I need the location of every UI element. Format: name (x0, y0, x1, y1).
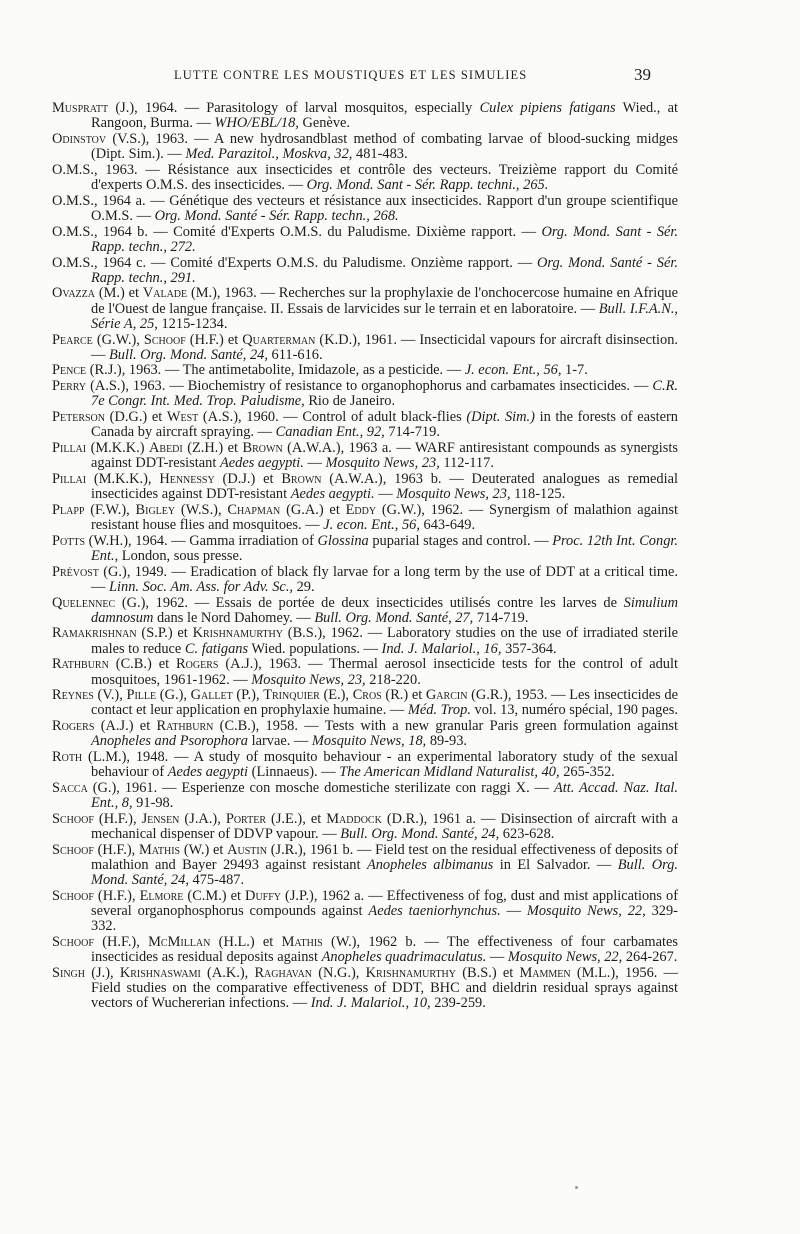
reference-text: (V.), (93, 687, 127, 704)
italic-text: Mosquito News, 23, (396, 486, 511, 503)
italic-text: Anopheles and Psorophora (91, 733, 248, 750)
italic-text: Org. Mond. Sant - Sér. Rapp. techni., 265. (306, 177, 549, 194)
author-name: Pillai (52, 470, 87, 487)
author-name: Chapman (227, 501, 281, 518)
reference-entry (52, 889, 678, 935)
reference-text: 118-125. (510, 486, 566, 503)
reference-text: Genève. (298, 115, 350, 132)
author-name: Mathis (281, 933, 323, 950)
reference-text: 623-628. (499, 826, 555, 843)
reference-text: Rio de Janeiro. (304, 393, 396, 410)
reference-entry (52, 781, 678, 811)
reference-text: O.M.S., 1964 c. — Comité d'Experts O.M.S. du Paludisme. Onzième rapport. — (52, 254, 538, 271)
author-name: Bigley (135, 501, 176, 518)
italic-text: The American Midland Naturalist, 40, (339, 764, 560, 781)
reference-text: (M.), 1963. — Recherches sur la prophylaxie de l'onchocercose humaine en Afrique de l'Ouest de langue française. II. Essais de larvicides sur le terrain et en laboratoire. — (91, 285, 678, 317)
italic-text: Glossina (317, 532, 369, 549)
reference-text: (H.F.), (93, 810, 142, 827)
italic-text: C. fatigans (184, 640, 249, 657)
italic-text: Aedes aegypti. (290, 486, 375, 503)
reference-text: — (303, 455, 326, 472)
reference-entry (52, 194, 678, 224)
reference-entry (52, 225, 678, 255)
author-name: Elmore (139, 887, 184, 904)
author-name: Roth (52, 749, 83, 766)
author-name: Pillai (52, 439, 87, 456)
reference-text: 357-364. (501, 640, 557, 657)
italic-text: (Dipt. Sim.) (466, 409, 535, 426)
author-name: Krishnamurthy (365, 964, 456, 981)
reference-text: (V.S.), 1963. — A new hydrosandblast method of combating larvae of blood-sucking midges (Dipt. Sim.). — (91, 130, 678, 163)
author-name: Odinstov (52, 130, 107, 147)
reference-text: 714-719. (384, 424, 440, 441)
reference-text: 264-267. (622, 949, 678, 966)
author-name: Krishnaswami (119, 964, 201, 981)
reference-text: (H.F.) et (185, 331, 243, 348)
reference-entry (52, 333, 678, 363)
reference-text: (J.P.), 1962 a. — Effectiveness of fog, dust and mist applications of several organophosphorus compounds against (91, 887, 678, 920)
author-name: Perry (52, 378, 87, 395)
italic-text: Org. Mond. Santé - Sér. Rapp. techn., 291. (91, 254, 678, 286)
reference-text: 611-616. (267, 346, 323, 363)
italic-text: Linn. Soc. Am. Ass. for Adv. Sc., (109, 578, 294, 595)
author-name: Trinquier (263, 687, 320, 704)
reference-text: O.M.S., 1963. — Résistance aux insecticides et contrôle des vecteurs. Treizième rapport du Comité d'experts O.M.S. des insecticides. — (52, 161, 678, 194)
reference-text: (B.S.), 1962. — Laboratory studies on the use of irradiated sterile males to reduce (91, 625, 678, 657)
reference-text: (E.), (319, 687, 353, 704)
reference-text: (R.) et (381, 687, 426, 704)
author-name: Pille (126, 687, 157, 704)
author-name: Rathburn (52, 656, 109, 673)
author-name: Muspratt (52, 100, 109, 116)
reference-text: (Linnaeus). — (248, 764, 340, 781)
italic-text: Mosquito News, 22, (507, 949, 623, 966)
author-name: Garcin (425, 687, 468, 704)
reference-text: (K.D.), 1961. — Insecticidal vapours for aircraft disinsection. — (91, 331, 679, 363)
reference-text: (M.K.K.) (86, 439, 150, 456)
author-name: Schoof (52, 841, 94, 858)
author-name: Quarterman (242, 331, 316, 348)
italic-text: Ind. J. Malariol., 16, (381, 640, 502, 657)
italic-text: Anopheles albimanus (366, 856, 494, 873)
reference-text: 112-117. (439, 455, 494, 472)
reference-text: 643-649. (419, 516, 476, 533)
italic-text: Aedes taeniorhynchus. (368, 903, 501, 920)
reference-text: (M.) et (95, 285, 143, 302)
author-name: Abedi (149, 439, 183, 456)
reference-text: (S.P.) et (136, 625, 193, 642)
print-speck (575, 1186, 578, 1189)
author-name: Reynes (52, 687, 94, 704)
italic-text: Mosquito News, 22, (526, 903, 646, 920)
author-name: Schoof (143, 331, 186, 348)
reference-text: (M.L.), 1956. — Field studies on the comparative effectiveness of DDT, BHC and dieldrin residual sprays against vectors of Wuchererian infections. — (91, 964, 679, 1012)
reference-list (52, 101, 678, 1012)
reference-text: (W.), 1962 b. — The effectiveness of four carbamates insecticides as residual deposits against (91, 933, 678, 966)
page-number: 39 (634, 65, 651, 84)
reference-entry (52, 657, 678, 687)
author-name: Maddock (326, 810, 382, 827)
author-name: Singh (52, 964, 85, 981)
author-name: Ramakrishnan (52, 625, 137, 642)
author-name: Eddy (345, 501, 377, 518)
reference-text: (H.F.), (93, 841, 139, 858)
reference-entry (52, 565, 678, 595)
italic-text: J. econ. Ent., 56, (464, 362, 562, 379)
reference-entry (52, 935, 678, 965)
italic-text: Anopheles quadrimaculatus. (321, 949, 487, 966)
reference-text: London, sous presse. (118, 547, 243, 564)
reference-text: (M.K.K.), (86, 470, 160, 487)
reference-text: (D.G.) et (105, 409, 167, 426)
author-name: Brown (281, 470, 322, 487)
italic-text: Aedes aegypti (167, 764, 249, 781)
author-name: Austin (227, 841, 267, 858)
reference-text: (H.F.), (93, 933, 149, 950)
italic-text: Canadian Ent., 92, (275, 424, 385, 441)
reference-text: (J.R.), 1961 b. — Field test on the residual effectiveness of deposits of malathion and Bayer 29493 against resistant (91, 841, 678, 873)
reference-entry (52, 534, 678, 564)
author-name: Rogers (52, 718, 95, 735)
reference-text: (Z.H.) et (182, 439, 243, 456)
author-name: Raghavan (254, 964, 313, 981)
reference-text: 89-93. (426, 733, 468, 750)
author-name: Schoof (52, 887, 94, 904)
italic-text: Bull. I.F.A.N., Série A, 25, (91, 300, 679, 332)
reference-text: (L.M.), 1948. — A study of mosquito behaviour - an experimental laboratory study of the sexual behaviour of (82, 749, 678, 781)
reference-entry (52, 596, 678, 626)
reference-entry (52, 256, 678, 286)
reference-text: (W.H.), 1964. — Gamma irradiation of (85, 532, 318, 549)
reference-text: (C.M.) et (183, 887, 246, 904)
italic-text: C.R. 7e Congr. Int. Med. Trop. Paludisme, (91, 378, 678, 410)
reference-text: 265-352. (559, 764, 615, 781)
reference-text: (J.A.), (179, 810, 226, 827)
reference-text: (B.S.) et (456, 964, 520, 981)
author-name: Brown (242, 439, 283, 456)
reference-entry (52, 503, 678, 533)
italic-text: Att. Accad. Naz. Ital. Ent., 8, (91, 779, 678, 812)
reference-entry (52, 719, 678, 749)
reference-text: (D.J.) et (214, 470, 282, 487)
reference-text: O.M.S., 1964 b. — Comité d'Experts O.M.S. du Paludisme. Dixième rapport. — (52, 223, 542, 240)
italic-text: Org. Mond. Sant - Sér. Rapp. techn., 272. (91, 223, 678, 255)
reference-text: — (500, 903, 527, 920)
reference-text: (G.R.), 1953. — Les insecticides de contact et leur application en prophylaxie humaine. — (91, 687, 679, 719)
reference-entry (52, 163, 678, 193)
author-name: Quelennec (52, 594, 116, 611)
reference-text: (G.), 1961. — Esperienze con mosche domestiche sterilizate con raggi X. — (87, 779, 554, 796)
reference-text: 239-259. (430, 995, 486, 1012)
reference-entry (52, 750, 678, 780)
author-name: Rathburn (156, 718, 214, 735)
reference-text: (W.S.), (175, 501, 228, 518)
reference-entry (52, 101, 678, 131)
italic-text: Bull. Org. Mond. Santé, 24, (109, 346, 268, 363)
reference-text: (G.), 1962. — Essais de portée de deux insecticides utilisés contre les larves de (115, 594, 624, 611)
author-name: Schoof (52, 810, 94, 827)
reference-entry (52, 843, 678, 889)
reference-text: (J.), 1964. — Parasitology of larval mosquitos, especially (108, 100, 480, 116)
author-name: Plapp (52, 501, 85, 518)
reference-text: (J.E.), et (266, 810, 327, 827)
reference-text: in El Salvador. — (493, 856, 618, 873)
reference-text: (J.), (85, 964, 120, 981)
author-name: Prévost (52, 563, 99, 580)
reference-text: (A.S.), 1960. — Control of adult black-flies (198, 409, 467, 426)
author-name: Valade (142, 285, 188, 302)
italic-text: Bull. Org. Mond. Santé, 24, (91, 856, 678, 889)
reference-text: 1215-1234. (157, 315, 228, 332)
reference-text: (R.J.), 1963. — The antimetabolite, Imidazole, as a pesticide. — (86, 362, 465, 379)
reference-text: — (374, 486, 397, 503)
author-name: Pearce (52, 331, 93, 348)
reference-text: (A.W.A.), 1963 b. — Deuterated analogues as remedial insecticides against DDT-resistant (91, 470, 678, 503)
reference-text: (G.), 1949. — Eradication of black fly larvae for a long term by the use of DDT at a critical time. — (91, 563, 678, 595)
reference-text: (C.B.), 1958. — Tests with a new granular Paris green formulation against (213, 718, 678, 735)
author-name: Gallet (190, 687, 233, 704)
reference-entry (52, 410, 678, 440)
reference-text: (G.W.), (92, 331, 144, 348)
author-name: Krishnamurthy (192, 625, 283, 642)
reference-text: 91-98. (132, 795, 174, 812)
reference-text: 1-7. (561, 362, 588, 379)
reference-text: (H.L.) et (210, 933, 282, 950)
italic-text: Simulium damnosum (91, 594, 678, 626)
author-name: Duffy (245, 887, 282, 904)
reference-text: O.M.S., 1964 a. — Génétique des vecteurs et résistance aux insecticides. Rapport d'un groupe scientifique O.M.S. — (52, 192, 678, 224)
italic-text: Ind. J. Malariol., 10, (310, 995, 431, 1012)
italic-text: Proc. 12th Int. Congr. Ent., (91, 532, 678, 564)
italic-text: Aedes aegypti. (219, 455, 304, 472)
reference-entry (52, 812, 678, 842)
reference-text: dans le Nord Dahomey. — (153, 609, 315, 626)
author-name: Hennessy (159, 470, 215, 487)
reference-text: Wied. populations. — (248, 640, 382, 657)
reference-text: 29. (293, 578, 315, 595)
italic-text: Méd. Trop. (407, 702, 471, 719)
running-header (0, 65, 800, 90)
author-name: Mammen (519, 964, 571, 981)
reference-text: 481-483. (352, 146, 408, 163)
reference-text: Wied., at Rangoon, Burma. — (91, 100, 678, 132)
reference-text: (A.J.), 1963. — Thermal aerosol insecticide tests for the control of adult mosquitoes, 1961-1962. — (91, 656, 679, 688)
italic-text: Culex pipiens fatigans (479, 100, 616, 116)
reference-text: (A.W.A.), 1963 a. — WARF antiresistant compounds as synergists against DDT-resistant (91, 439, 678, 472)
reference-text: (D.R.), 1961 a. — Disinsection of aircraft with a mechanical dispenser of DDVP vapour. — (91, 810, 678, 843)
reference-text: 218-220. (365, 671, 421, 688)
author-name: Cros (352, 687, 382, 704)
author-name: Rogers (176, 656, 219, 673)
reference-entry (52, 286, 678, 332)
author-name: McMillan (148, 933, 211, 950)
reference-text: (P.), (232, 687, 264, 704)
author-name: Porter (225, 810, 267, 827)
reference-text: — (486, 949, 508, 966)
reference-text: (C.B.) et (108, 656, 177, 673)
reference-text: larvae. — (247, 733, 312, 750)
reference-text: (H.F.), (93, 887, 140, 904)
reference-entry (52, 379, 678, 409)
reference-entry (52, 132, 678, 162)
reference-text: (A.S.), 1963. — Biochemistry of resistance to organophophorus and carbamates insecticides. — (86, 378, 653, 395)
author-name: Jensen (141, 810, 180, 827)
reference-text: 329-332. (91, 903, 678, 935)
author-name: Ovazza (52, 285, 95, 302)
reference-entry (52, 966, 678, 1012)
reference-text: (G.), (156, 687, 191, 704)
author-name: Sacca (52, 779, 88, 796)
italic-text: WHO/EBL/18, (214, 115, 299, 132)
reference-entry (52, 472, 678, 502)
reference-text: (A.J.) et (94, 718, 157, 735)
author-name: Schoof (52, 933, 94, 950)
italic-text: J. econ. Ent., 56, (323, 516, 420, 533)
running-title: LUTTE CONTRE LES MOUSTIQUES ET LES SIMULIES (174, 68, 528, 82)
reference-text: (N.G.), (312, 964, 366, 981)
author-name: Pence (52, 362, 87, 379)
author-name: Peterson (52, 409, 106, 426)
author-name: Mathis (138, 841, 181, 858)
reference-text: (A.K.), (200, 964, 255, 981)
italic-text: Bull. Org. Mond. Santé, 27, (314, 609, 474, 626)
italic-text: Med. Parazitol., Moskva, 32, (185, 146, 353, 163)
reference-text: (G.W.), 1962. — Synergism of malathion against resistant house flies and mosquitoes. — (91, 501, 678, 533)
italic-text: Mosquito News, 23, (325, 455, 440, 472)
reference-text: puparial stages and control. — (368, 532, 553, 549)
reference-text: 475-487. (188, 872, 245, 889)
reference-entry (52, 688, 678, 718)
reference-text: in the forests of eastern Canada by aircraft spraying. — (91, 409, 678, 441)
reference-text: vol. 13, numéro spécial, 190 pages. (470, 702, 678, 719)
author-name: West (166, 409, 199, 426)
reference-entry (52, 626, 678, 656)
reference-text: (W.) et (180, 841, 228, 858)
reference-text: 714-719. (473, 609, 529, 626)
italic-text: Mosquito News, 18, (311, 733, 427, 750)
author-name: Potts (52, 532, 86, 549)
reference-text: (F.W.), (84, 501, 136, 518)
reference-entry (52, 363, 678, 378)
reference-entry (52, 441, 678, 471)
reference-text: (G.A.) et (280, 501, 346, 518)
italic-text: Mosquito News, 23, (251, 671, 366, 688)
italic-text: Bull. Org. Mond. Santé, 24, (340, 826, 500, 843)
italic-text: Org. Mond. Santé - Sér. Rapp. techn., 268. (154, 207, 399, 224)
